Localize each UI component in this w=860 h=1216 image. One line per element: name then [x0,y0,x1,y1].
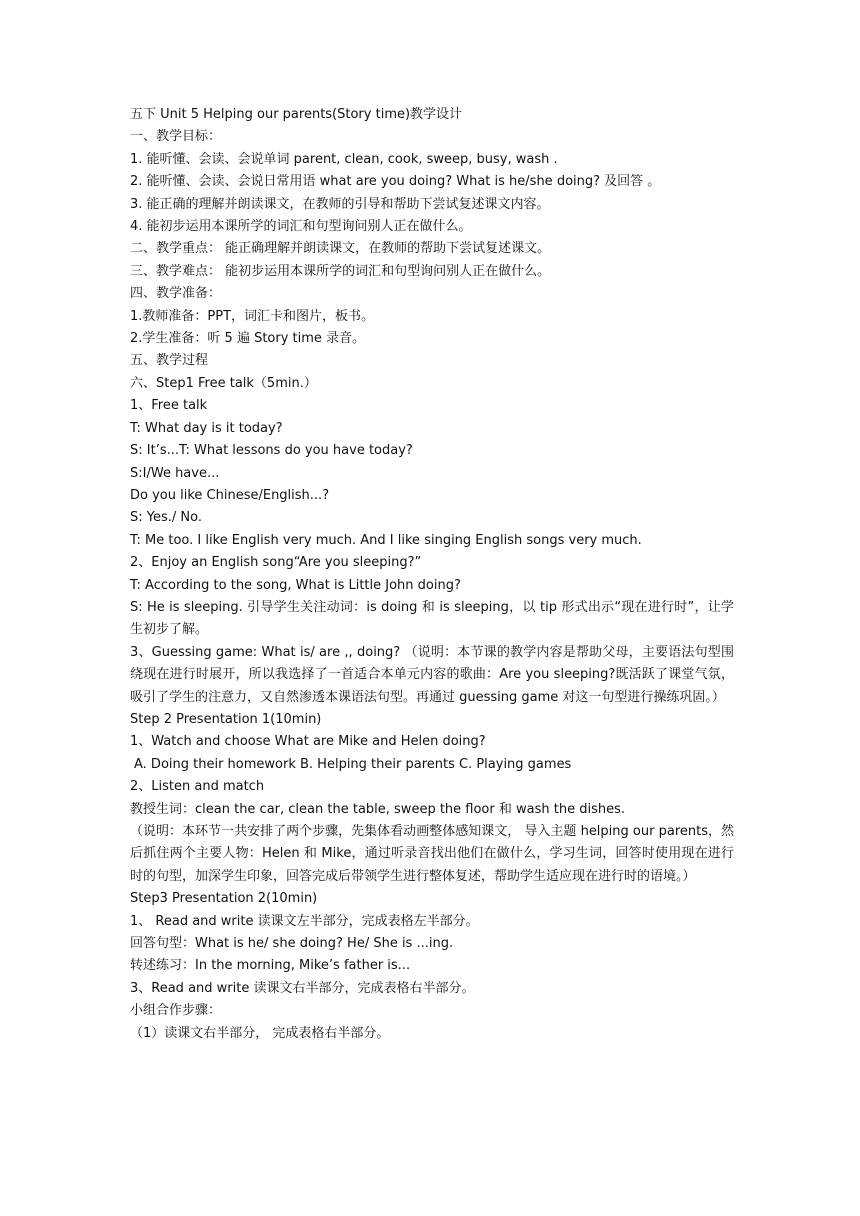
heading-process: 五、教学过程 [130,353,209,369]
group-step-1: （1）读课文右半部分， 完成表格右半部分。 [130,1025,390,1041]
guessing-game-paragraph: 3、Guessing game: What is/ are ,, doing? （说明：本节课的教学内容是帮助父母，主要语法句型围绕现在进行时展开，所以我选择了一首适合本单元内容的歌曲：Are you sleeping?既活跃了课堂气氛，吸引了学生的注意力，又自然渗透本课语法句型。再通过 guessing game 对这一句型进行操练巩固。） [130,644,734,705]
dialogue-line: T: What day is it today? [130,420,283,436]
heading-preparation: 四、教学准备： [130,286,222,302]
step1-heading: 六、Step1 Free talk（5min.） [130,375,317,391]
document-title: 五下 Unit 5 Helping our parents(Story time)教学设计 [130,107,463,122]
dialogue-line: S: Yes./ No. [130,510,202,526]
read-and-write-left: 1、 Read and write 读课文左半部分，完成表格左半部分。 [130,913,479,929]
choice-options: A. Doing their homework B. Helping their parents C. Playing games [134,756,572,772]
heading-objectives: 一、教学目标： [130,129,222,145]
group-steps-heading: 小组合作步骤： [130,1003,222,1019]
listen-and-match: 2、Listen and match [130,779,265,795]
dialogue-line: T: Me too. I like English very much. And I like singing English songs very much. [130,532,642,548]
objective-1: 1. 能听懂、会读、会说单词 parent, clean, cook, sweep, busy, wash . [130,151,558,167]
answer-pattern: 回答句型：What is he/ she doing? He/ She is ...ing. [130,936,454,952]
objective-2: 2. 能听懂、会读、会说日常用语 what are you doing? What is he/she doing? 及回答 。 [130,174,661,190]
step3-heading: Step3 Presentation 2(10min) [130,891,318,907]
objective-4: 4. 能初步运用本课所学的词汇和句型询问别人正在做什么。 [130,219,472,235]
read-and-write-right: 3、Read and write 读课文右半部分，完成表格右半部分。 [130,980,475,996]
step2-heading: Step 2 Presentation 1(10min) [130,711,322,727]
heading-difficulties: 三、教学难点： 能初步运用本课所学的词汇和句型询问别人正在做什么。 [130,263,551,279]
new-words: 教授生词：clean the car, clean the table, sweep the floor 和 wash the dishes. [130,801,625,817]
objective-3: 3. 能正确的理解并朗读课文，在教师的引导和帮助下尝试复述课文内容。 [130,196,550,212]
preparation-teacher: 1.教师准备：PPT，词汇卡和图片，板书。 [130,308,375,324]
step1-free-talk: 1、Free talk [130,398,208,414]
sleeping-note-paragraph: S: He is sleeping. 引导学生关注动词：is doing 和 is sleeping，以 tip 形式出示“现在进行时”，让学生初步了解。 [130,599,734,638]
watch-and-choose: 1、Watch and choose What are Mike and Helen doing? [130,734,486,750]
dialogue-line: S: It’s...T: What lessons do you have today? [130,443,413,459]
step2-explanation-paragraph: （说明：本环节一共安排了两个步骤，先集体看动画整体感知课文， 导入主题 helping our parents，然后抓住两个主要人物：Helen 和 Mike，通过听录音找出他们在做什么，学习生词，回答时使用现在进行时的句型，加深学生印象，回答完成后带领学生进行整体复述，帮助学生适应现在进行时的语境。） [130,824,735,884]
preparation-students: 2.学生准备：听 5 遍 Story time 录音。 [130,331,366,347]
song-activity: 2、Enjoy an English song“Are you sleeping?” [130,555,422,571]
dialogue-line: S:I/We have... [130,465,220,481]
document-body [130,104,734,1045]
heading-key-points: 二、教学重点： 能正确理解并朗读课文，在教师的帮助下尝试复述课文。 [130,241,551,257]
retelling-practice: 转述练习：In the morning, Mike’s father is... [130,958,411,974]
dialogue-line: Do you like Chinese/English...? [130,487,330,503]
dialogue-line: T: According to the song, What is Little John doing? [130,577,461,593]
